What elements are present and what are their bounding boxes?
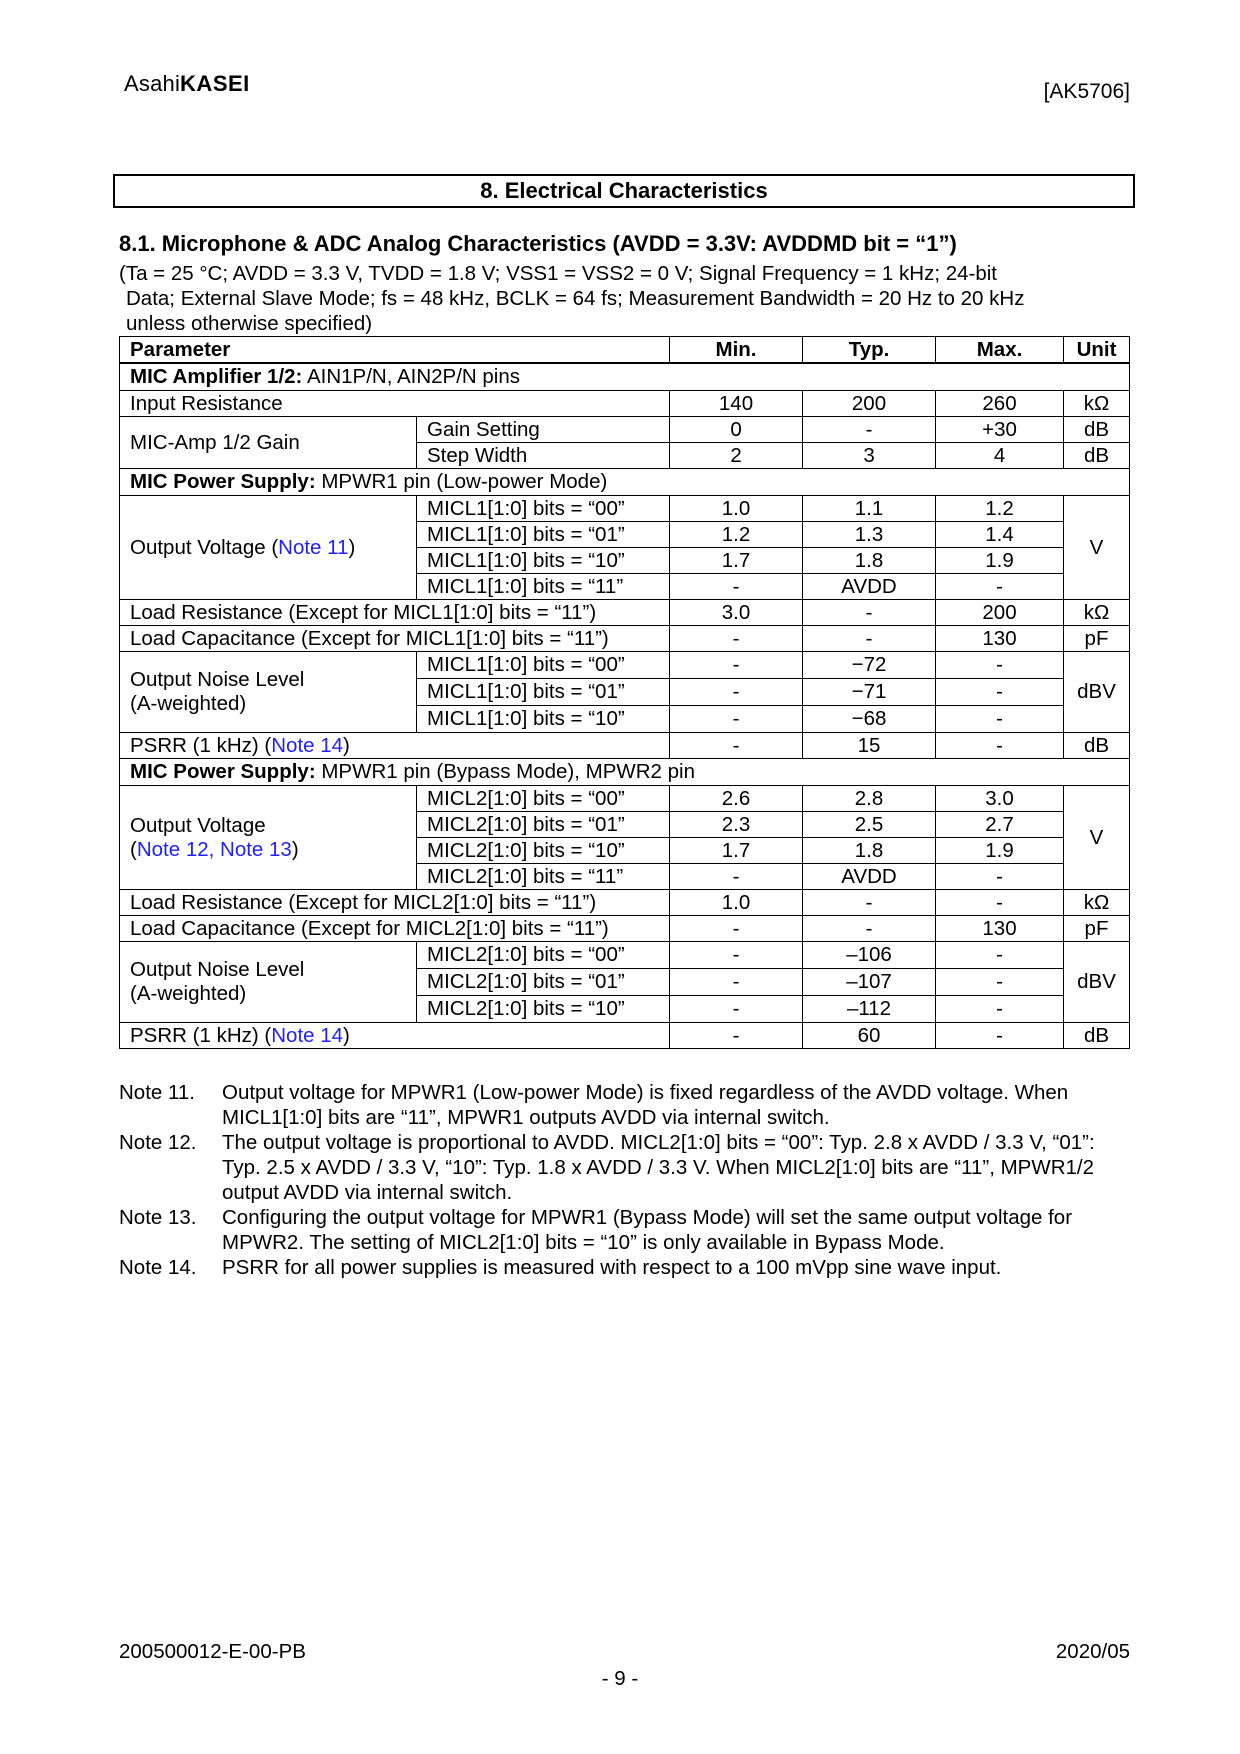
table-row [120,391,1130,417]
note-text: PSRR for all power supplies is measured with respect to a 100 mVpp sine wave input. [222,1256,1002,1279]
param-cell: Load Capacitance (Except for MICL1[1:0] bits = “11”) [120,626,670,652]
condition-cell: MICL1[1:0] bits = “10” [417,706,670,733]
note-text: Configuring the output voltage for MPWR1 (Bypass Mode) will set the same output voltage for MPWR2. The setting of MICL2[1:0] bits = “10” is only available in Bypass Mode. [222,1206,1073,1254]
subsection-title: 8.1. Microphone & ADC Analog Characteristics (AVDD = 3.3V: AVDDMD bit = “1”) [119,231,957,256]
unit-cell: dBV [1064,942,1130,1023]
note-11-link[interactable]: Note 11 [278,535,349,559]
footer-date: 2020/05 [1055,1640,1130,1663]
max-cell: - [936,679,1064,706]
typ-cell: −71 [803,679,936,706]
typ-cell: −68 [803,706,936,733]
condition-line: unless otherwise specified) [126,312,373,335]
max-cell: 3.0 [936,786,1064,812]
param-label: PSRR (1 kHz) ( [130,733,272,757]
typ-cell: 1.1 [803,496,936,522]
table-row [120,733,1130,759]
min-cell: - [670,733,803,759]
note-14 [119,1255,1133,1280]
group-label: MIC Amplifier 1/2: [130,365,303,388]
group-desc: MPWR1 pin (Bypass Mode), MPWR2 pin [315,760,696,783]
min-cell: 1.2 [670,522,803,548]
table-row [120,626,1130,652]
max-cell: - [936,1023,1064,1049]
condition-line: (Ta = 25 °C; AVDD = 3.3 V, TVDD = 1.8 V; VSS1 = VSS2 = 0 V; Signal Frequency = 1 kHz; 24-bit [119,262,998,285]
min-cell: 1.7 [670,548,803,574]
unit-cell: pF [1064,916,1130,942]
param-cell: Load Capacitance (Except for MICL2[1:0] bits = “11”) [120,916,670,942]
condition-cell: MICL2[1:0] bits = “01” [417,812,670,838]
typ-cell: –106 [803,942,936,969]
max-cell: - [936,969,1064,996]
param-label-end: ) [343,733,350,757]
param-label-end: ) [291,837,299,861]
unit-cell: dB [1064,443,1130,469]
min-cell: 3.0 [670,600,803,626]
param-cell [120,786,417,890]
spec-table [119,336,1130,1049]
typ-cell: –112 [803,996,936,1023]
param-label: Output Noise Level [130,958,305,981]
typ-cell: 2.5 [803,812,936,838]
note-11 [119,1080,1133,1130]
typ-cell: AVDD [803,574,936,600]
note-13 [119,1205,1133,1255]
param-cell: Load Resistance (Except for MICL1[1:0] bits = “11”) [120,600,670,626]
typ-cell: AVDD [803,864,936,890]
param-cell [120,733,670,759]
note-label: Note 14. [119,1256,197,1279]
footer-doc-number: 200500012-E-00-PB [119,1640,306,1663]
unit-cell: dB [1064,733,1130,759]
unit-cell: dB [1064,1023,1130,1049]
company-logo [124,71,250,97]
min-cell: - [670,916,803,942]
table-row [120,1023,1130,1049]
unit-cell: kΩ [1064,391,1130,417]
condition-cell: MICL1[1:0] bits = “01” [417,679,670,706]
group-label: MIC Power Supply: [130,760,316,783]
max-cell: 2.7 [936,812,1064,838]
table-row [120,417,1130,443]
typ-cell: - [803,626,936,652]
min-cell: - [670,969,803,996]
max-cell: 260 [936,391,1064,417]
table-row [120,890,1130,916]
min-cell: 140 [670,391,803,417]
min-cell: 2.3 [670,812,803,838]
table-row [120,942,1130,969]
unit-cell: V [1064,786,1130,890]
typ-cell: −72 [803,652,936,679]
max-cell: 1.2 [936,496,1064,522]
typ-cell: - [803,417,936,443]
table-header-row [120,337,1130,364]
param-cell [120,1023,670,1049]
header-min: Min. [670,337,803,364]
condition-cell: MICL2[1:0] bits = “10” [417,996,670,1023]
typ-cell: 15 [803,733,936,759]
param-label: (A-weighted) [130,982,247,1005]
typ-cell: 3 [803,443,936,469]
max-cell: 1.9 [936,838,1064,864]
typ-cell: - [803,600,936,626]
typ-cell: –107 [803,969,936,996]
min-cell: - [670,679,803,706]
group-row [120,469,1130,496]
typ-cell: 1.8 [803,838,936,864]
typ-cell: 1.8 [803,548,936,574]
typ-cell: 1.3 [803,522,936,548]
unit-cell: pF [1064,626,1130,652]
condition-cell: MICL1[1:0] bits = “00” [417,652,670,679]
max-cell: - [936,574,1064,600]
section-title: 8. Electrical Characteristics [113,174,1135,208]
max-cell: 130 [936,626,1064,652]
param-cell: MIC-Amp 1/2 Gain [120,417,417,469]
param-label-end: ) [348,535,356,559]
typ-cell: 200 [803,391,936,417]
typ-cell: - [803,916,936,942]
page-number: - 9 - [601,1667,639,1690]
condition-cell: MICL2[1:0] bits = “11” [417,864,670,890]
note-label: Note 11. [119,1081,195,1104]
max-cell: 130 [936,916,1064,942]
max-cell: - [936,706,1064,733]
group-mic-power-low [120,469,1130,496]
min-cell: 2.6 [670,786,803,812]
max-cell: - [936,652,1064,679]
min-cell: 1.7 [670,838,803,864]
group-row [120,363,1130,391]
group-mic-power-bypass [120,759,1130,786]
note-14-link[interactable]: Note 14 [271,733,344,757]
table-row [120,652,1130,679]
max-cell: 4 [936,443,1064,469]
header-parameter: Parameter [120,337,670,364]
max-cell: - [936,996,1064,1023]
condition-cell: MICL2[1:0] bits = “00” [417,942,670,969]
param-cell: Load Resistance (Except for MICL2[1:0] bits = “11”) [120,890,670,916]
param-label: Output Voltage ( [130,535,279,559]
min-cell: - [670,574,803,600]
param-label: PSRR (1 kHz) ( [130,1023,272,1047]
unit-cell: dB [1064,417,1130,443]
param-cell [120,942,417,1023]
max-cell: - [936,864,1064,890]
group-desc: MPWR1 pin (Low-power Mode) [315,470,608,493]
min-cell: - [670,626,803,652]
condition-cell: MICL1[1:0] bits = “01” [417,522,670,548]
param-label: Output Voltage [130,813,266,837]
group-desc: AIN1P/N, AIN2P/N pins [302,365,521,388]
param-cell [120,652,417,733]
notes-section [119,1080,1133,1280]
min-cell: - [670,942,803,969]
header-unit: Unit [1064,337,1130,364]
condition-cell: Step Width [417,443,670,469]
min-cell: - [670,706,803,733]
note-text: Output voltage for MPWR1 (Low-power Mode) is fixed regardless of the AVDD voltage. When MICL1[1:0] bits are “11”, MPWR1 outputs AVDD via internal switch. [222,1081,1069,1129]
typ-cell: 2.8 [803,786,936,812]
param-cell: Input Resistance [120,391,670,417]
condition-cell: MICL1[1:0] bits = “11” [417,574,670,600]
group-mic-amplifier [120,363,1130,391]
header-typ: Typ. [803,337,936,364]
note-label: Note 12. [119,1131,197,1154]
condition-cell: MICL2[1:0] bits = “10” [417,838,670,864]
param-label-end: ) [343,1023,350,1047]
condition-cell: MICL1[1:0] bits = “10” [417,548,670,574]
param-label: ( [130,837,137,861]
max-cell: 1.9 [936,548,1064,574]
condition-line: Data; External Slave Mode; fs = 48 kHz, BCLK = 64 fs; Measurement Bandwidth = 20 Hz to 20 kHz [126,287,1025,310]
logo-text-asahi: Asahi [124,71,181,96]
condition-cell: MICL2[1:0] bits = “00” [417,786,670,812]
max-cell: - [936,942,1064,969]
document-id: [AK5706] [1043,80,1130,103]
unit-cell: dBV [1064,652,1130,733]
param-label: (A-weighted) [130,692,247,715]
unit-cell: V [1064,496,1130,600]
typ-cell: - [803,890,936,916]
max-cell: 1.4 [936,522,1064,548]
condition-cell: Gain Setting [417,417,670,443]
group-label: MIC Power Supply: [130,470,316,493]
logo-text-kasei: KASEI [180,71,250,96]
note-14-link[interactable]: Note 14 [271,1023,344,1047]
group-row [120,759,1130,786]
note-12 [119,1130,1133,1205]
test-conditions [119,261,1129,336]
max-cell: - [936,890,1064,916]
table-row [120,916,1130,942]
typ-cell: 60 [803,1023,936,1049]
condition-cell: MICL2[1:0] bits = “01” [417,969,670,996]
max-cell: +30 [936,417,1064,443]
note-12-13-link[interactable]: Note 12, Note 13 [136,837,292,861]
table-row [120,496,1130,522]
min-cell: - [670,652,803,679]
note-label: Note 13. [119,1206,197,1229]
min-cell: 1.0 [670,890,803,916]
unit-cell: kΩ [1064,600,1130,626]
max-cell: 200 [936,600,1064,626]
header-max: Max. [936,337,1064,364]
note-text: The output voltage is proportional to AVDD. MICL2[1:0] bits = “00”: Typ. 2.8 x AVDD / 3.3 V, “01”: Typ. 2.5 x AVDD / 3.3 V, “10”: Typ. 1.8 x AVDD / 3.3 V. When MICL2[1:0] bits are “11”, MPWR1/2 output AVDD via internal switch. [222,1131,1095,1204]
max-cell: - [936,733,1064,759]
min-cell: - [670,1023,803,1049]
condition-cell: MICL1[1:0] bits = “00” [417,496,670,522]
table-row [120,600,1130,626]
min-cell: - [670,864,803,890]
table-row [120,786,1130,812]
param-cell [120,496,417,600]
min-cell: - [670,996,803,1023]
min-cell: 2 [670,443,803,469]
param-label: Output Noise Level [130,668,305,691]
min-cell: 0 [670,417,803,443]
unit-cell: kΩ [1064,890,1130,916]
min-cell: 1.0 [670,496,803,522]
